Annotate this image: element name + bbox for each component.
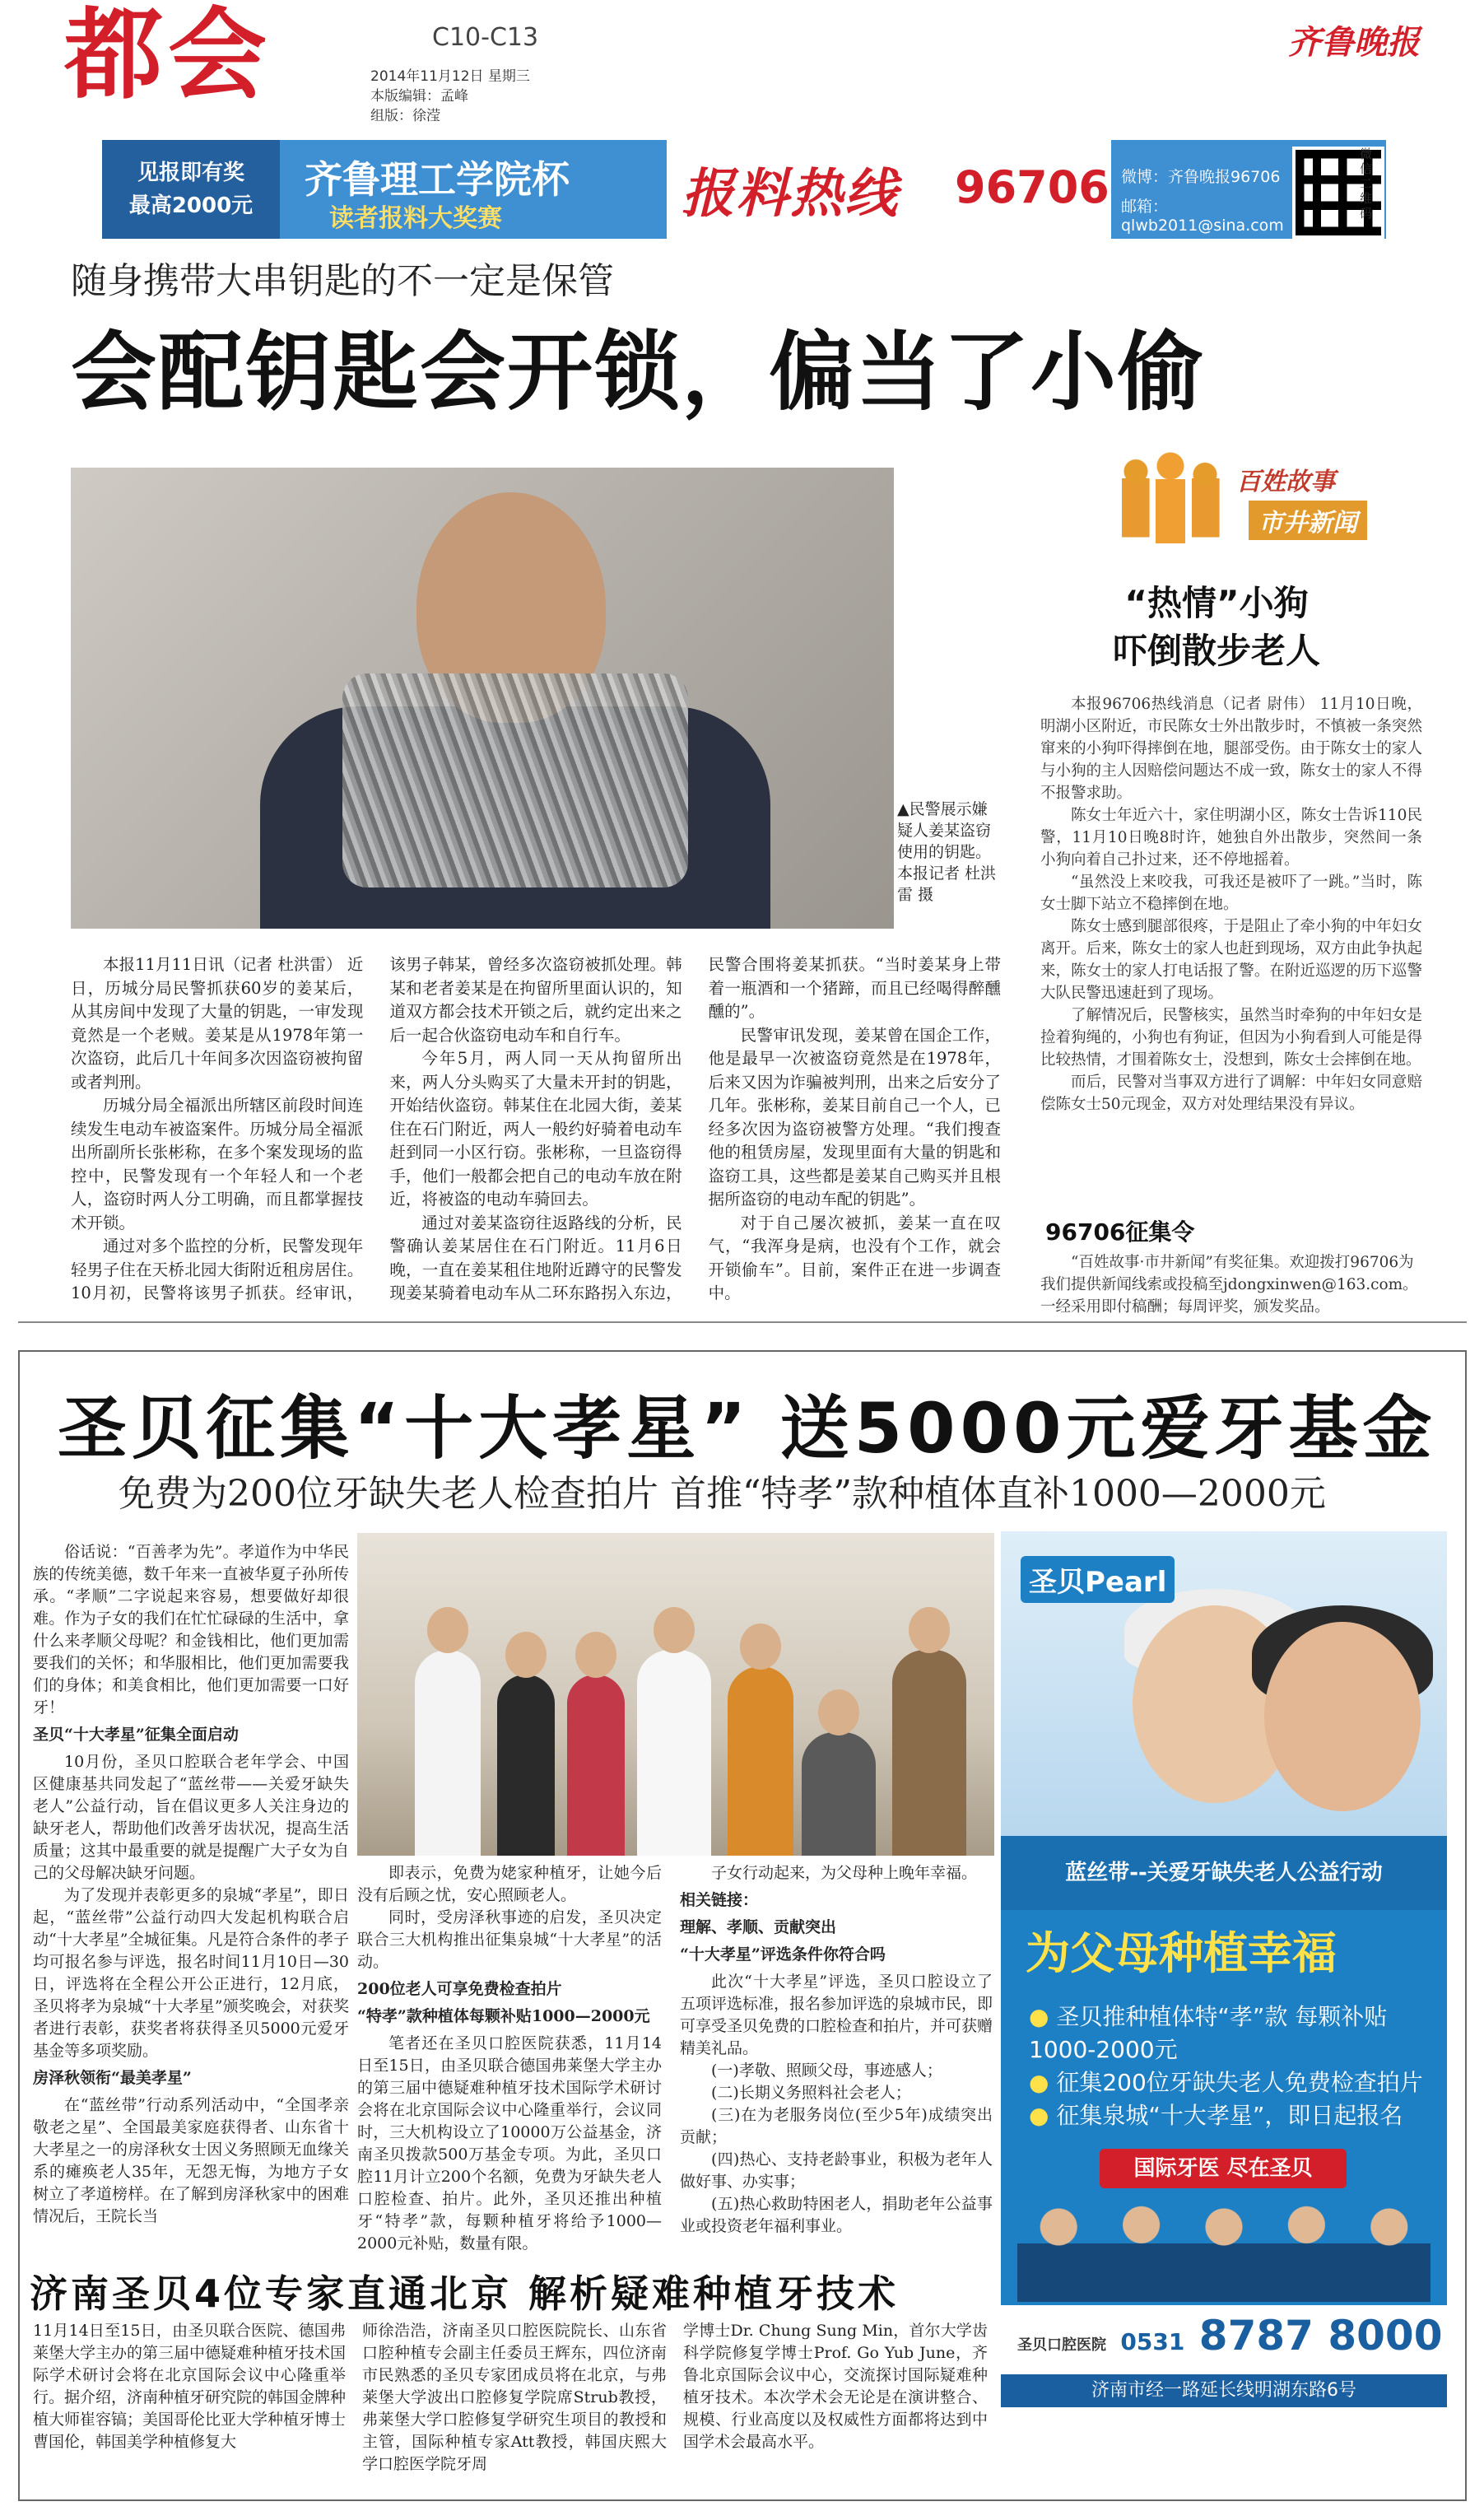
side-paragraph: 陈女士感到腿部很疼，于是阻止了牵小狗的中年妇女离开。后来，陈女士的家人也赶到现场，双方由此争执起来，陈女士的家人打电话报了警。在附近巡逻的历下巡警大队民警迅速赶到了现场。: [1040, 918, 1422, 1002]
poster-ribbon: 蓝丝带--关爱牙缺失老人公益行动: [1001, 1836, 1447, 1910]
ad-paragraph: 子女行动起来，为父母种上晚年幸福。: [711, 1864, 978, 1882]
editor-line: 本版编辑：孟峰: [370, 88, 468, 105]
poster-address: 济南市经一路延长线明湖东路6号: [1001, 2374, 1447, 2407]
side-title-line-1: “热情”小狗: [1124, 583, 1309, 623]
area-code: 0531: [1120, 2328, 1185, 2355]
side-title-line-2: 吓倒散步老人: [1112, 631, 1320, 671]
ad-bottom-column: 11月14日至15日，由圣贝联合医院、德国弗莱堡大学主办的第三届中德疑难种植牙技术国际学术研讨会将在北京国际会议中心隆重举行。据介绍，济南种植牙研究院的韩国金牌种植大师崔容镐；美国哥伦比亚大学种植牙博士曹国伦，韩国美学种植修复大: [33, 2322, 347, 2451]
ad-bottom-headline: 济南圣贝4位专家直通北京 解析疑难种植牙技术: [30, 2271, 900, 2316]
photo-person: [637, 1650, 711, 1856]
masthead: [0, 0, 1484, 136]
hotline-label: 报料热线: [682, 164, 899, 225]
photo-person: [567, 1675, 625, 1856]
group-photo: [357, 1533, 994, 1856]
ad-paragraph: (三)在为老服务岗位(至少5年)成绩突出贡献；: [680, 2106, 993, 2146]
article-headline: 会配钥匙会开锁，偏当了小偷: [71, 322, 1206, 422]
article-body: [71, 953, 1001, 1306]
layout-line: 组版：徐滢: [370, 108, 440, 124]
ad-subheading: “十大孝星”评选条件你符合吗: [680, 1945, 886, 1964]
ad-subheading: 200位老人可享免费检查拍片: [357, 1980, 562, 1998]
poster-slogan: 为父母种植幸福: [1026, 1927, 1337, 1979]
ad-paragraph: 在“蓝丝带”行动系列活动中，“全国孝亲敬老之星”、全国最美家庭获得者、山东省十大孝星之一的房泽秋女士因义务照顾无血缘关系的瘫痪老人35年，无怨无悔，为地方子女树立了孝道榜样。在了解到房泽秋家中的困难情况后，王院长当: [33, 2096, 349, 2225]
hospital-name: 圣贝口腔医院: [1017, 2336, 1106, 2354]
poster-list-item: ● 征集泉城“十大孝星”，即日起报名: [1029, 2099, 1424, 2132]
reward-box: [102, 140, 280, 239]
qr-label: 微信二维码: [1360, 147, 1373, 221]
article-paragraph: 对于自己屡次被抓，姜某一直在叹气，“我浑身是病，也没有个工作，就会开锁偷车”。目前，案件正在进一步调查中。: [708, 1213, 1001, 1302]
photo-person: [415, 1650, 481, 1856]
notice-title: 96706征集令: [1045, 1218, 1195, 1246]
ad-subheading: “特孝”款种植体每颗补贴1000—2000元: [357, 2007, 650, 2025]
paper-logo: 齐鲁晚报: [1288, 23, 1420, 62]
crowd-icon: [1113, 445, 1228, 552]
hotline-banner: [102, 140, 1386, 239]
side-body: [1040, 693, 1422, 1116]
article-paragraph: 历城分局全福派出所辖区前段时间连续发生电动车被盗案件。历城分局全福派出所副所长张彬称，在多个案发现场的监控中，民警发现有一个年轻人和一个老人，盗窃时两人分工明确，而且都掌握技术开锁。: [71, 1096, 364, 1232]
side-paragraph: 而后，民警对当事双方进行了调解：中年妇女同意赔偿陈女士50元现金，双方对处理结果没有异议。: [1040, 1074, 1422, 1113]
article-paragraph: 本报11月11日讯（记者 杜洪雷） 近日，历城分局民警抓获60岁的姜某后，从其房间中发现了大量的钥匙，一审发现竟然是一个老贼。姜某是从1978年第一次盗窃，此后几十年间多次因盗窃被拘留或者判刑。: [71, 955, 364, 1092]
poster-person: [1264, 1622, 1421, 1811]
ad-paragraph: 10月份，圣贝口腔联合老年学会、中国区健康基共同发起了“蓝丝带——关爱牙缺失老人”公益行动，旨在倡议更多人关注身边的缺牙老人，帮助他们改善牙齿状况，提高生活质量；这其中最重要的就是提醒广大子女为自己的父母解决缺牙问题。: [33, 1753, 349, 1882]
column-logo-line-1: 百姓故事: [1236, 468, 1335, 496]
email-line: 邮箱：qlwb2011@sina.com: [1121, 198, 1284, 235]
ad-bottom-column: 师徐浩浩，济南圣贝口腔医院院长、山东省口腔种植专会副主任委员王辉东，四位济南市民熟悉的圣贝专家团成员将在北京，与弗莱堡大学波出口腔修复学院席Strub教授，弗莱堡大学口腔修复学研究生项目的教授和主管，国际种植专家Att教授，韩国庆熙大学口腔医学院牙周: [362, 2322, 667, 2473]
photo-caption: ▲民警展示嫌疑人姜某盗窃使用的钥匙。 本报记者 杜洪雷 摄: [897, 800, 997, 904]
poster-phone-line: [1017, 2312, 1443, 2360]
contact-box: [1111, 140, 1292, 239]
poster-list: [1029, 2001, 1424, 2132]
section-title: 都会: [64, 0, 272, 113]
photo-person: [892, 1650, 966, 1856]
ad-paragraph: 此次“十大孝星”评选，圣贝口腔设立了五项评选标准，报名参加评选的泉城市民，即可享受圣贝免费的口腔检查和拍片，并可获赠精美礼品。: [680, 1973, 993, 2057]
ad-paragraph: (四)热心、支持老龄事业，积极为老年人做好事、办实事；: [680, 2150, 993, 2191]
poster-doctors: [1017, 2195, 1431, 2302]
column-logo: [1113, 445, 1376, 552]
hotline-number: 96706: [955, 161, 1110, 213]
ad-bottom-column: 学博士Dr. Chung Sung Min，首尔大学齿科学院修复学博士Prof. Go Yub June，齐鲁北京国际会议中心，交流探讨国际疑难种植牙技术。本次学术会无论是在演讲整合、规模、行业高度以及权威性方面都将达到中国学术会最高水平。: [683, 2322, 988, 2451]
photo-person: [802, 1732, 876, 1856]
article-paragraph: 通过对多个监控的分析，民警发现年轻男子住在天桥北园大街附近租房居住。10月初，民警将该男子抓获。经审讯，该男子韩某，曾经多次盗窃被抓处理。韩某和老者姜某是在拘留所里面认识的，知道双方都会技术开锁之后，就约定出来之后一起合伙盗窃电动车和自行车。: [71, 955, 682, 1302]
article-paragraph: 民警审讯发现，姜某曾在国企工作，他是最早一次被盗窃竟然是在1978年，后来又因为诈骗被判刑，出来之后安分了几年。张彬称，姜某目前自己一个人，已经多次因为盗窃被警方处理。“我们搜查他的租赁房屋，发现里面有大量的钥匙和盗窃工具，这些都是姜某自己购买并且根据所盗窃的电动车配的钥匙”。: [708, 1025, 1001, 1209]
school-name: 齐鲁理工学院杯: [305, 157, 570, 202]
poster-footer: [1001, 2305, 1447, 2371]
ad-paragraph: 为了发现并表彰更多的泉城“孝星”，即日起，“蓝丝带”公益行动四大发起机构联合启动“十大孝星”全城征集。凡是符合条件的孝子均可报名参与评选，报名时间11月10日—30日，评选将在全程公开公正进行，12月底，圣贝将孝为泉城“十大孝星”颁奖晚会，对获奖者进行表彰，获奖者将获得圣贝5000元爱牙基金等多项奖励。: [33, 1886, 349, 2060]
article-paragraph: 今年5月，两人同一天从拘留所出来，两人分头购买了大量未开封的钥匙，开始结伙盗窃。韩某住在北园大街，姜某住在石门附近，两人一般约好骑着电动车赶到同一小区行窃。张彬称，一旦盗窃得手，他们一般都会把自己的电动车放在附近，将被盗的电动车骑回去。: [389, 1049, 682, 1209]
photo-keys: [342, 673, 688, 887]
ad-column-1: [33, 1541, 349, 2228]
school-cup: [280, 140, 667, 239]
police-keys-photo: [71, 468, 894, 929]
ad-subheading: 圣贝“十大孝星”征集全面启动: [33, 1726, 239, 1744]
ad-paragraph: (五)热心救助特困老人，捐助老年公益事业或投资老年福利事业。: [680, 2195, 993, 2235]
ad-subheading: 理解、孝顺、贡献突出: [680, 1918, 837, 1936]
reward-line-1: 见报即有奖: [137, 161, 244, 185]
hotline-box: [667, 140, 1111, 239]
ad-column-3: [680, 1862, 993, 2238]
article-paragraph: 通过对姜某盗窃往返路线的分析，民警确认姜某居住在石门附近。11月6日晚，一直在姜某租住地附近蹲守的民警发现姜某骑着电动车从二环东路拐入东边，民警合围将姜某抓获。“当时姜某身上带着一瓶酒和一个猪蹄，而且已经喝得醉醺醺的”。: [389, 955, 1001, 1302]
ad-paragraph: 俗话说：“百善孝为先”。孝道作为中华民族的传统美德，数千年来一直被华夏子孙所传承。“孝顺”二字说起来容易，想要做好却很难。作为子女的我们在忙忙碌碌的生活中，拿什么来孝顺父母呢？和金钱相比，他们更加需要我们的关怀；和华服相比，他们更加需要我们的身体；和美食相比，他们更加需要一口好牙！: [33, 1543, 349, 1717]
poster-list-item: ● 圣贝推种植体特“孝”款 每颗补贴1000-2000元: [1029, 2001, 1424, 2066]
poster-list-item: ● 征集200位牙缺失老人免费检查拍片: [1029, 2066, 1424, 2099]
ad-subheading: 房泽秋领衔“最美孝星”: [33, 2069, 192, 2087]
dental-poster: [1001, 1531, 1447, 2371]
ad-subheadline: 免费为200位牙缺失老人检查拍片 首推“特孝”款种植体直补1000—2000元: [119, 1473, 1326, 1515]
poster-brand: 圣贝Pearl: [1021, 1556, 1175, 1603]
school-sub: 读者报料大奖赛: [329, 204, 502, 233]
ad-paragraph: 笔者还在圣贝口腔医院获悉，11月14日至15日，由圣贝联合德国弗莱堡大学主办的第三届中德疑难种植牙技术国际学术研讨会将在北京国际会议中心隆重举行，会议同时，三大机构设立了10000万公益基金，济南圣贝拨款500万基金专项。为此，圣贝口腔11月计立200个名额，免费为牙缺失老人口腔检查、拍片。此外，圣贝还推出种植牙“特孝”款，每颗种植牙将给予1000—2000元补贴，数量有限。: [357, 2034, 662, 2252]
side-paragraph: 陈女士年近六十，家住明湖小区，陈女士告诉110民警，11月10日晚8时许，她独自外出散步，突然间一条小狗向着自己扑过来，还不停地摇着。: [1040, 807, 1422, 869]
photo-person: [497, 1675, 555, 1856]
section-divider: [18, 1321, 1467, 1323]
ad-paragraph: 即表示，免费为姥家种植牙，让她今后没有后顾之忧，安心照顾老人。: [357, 1864, 662, 1904]
side-paragraph: 本报96706热线消息（记者 尉伟） 11月10日晚，明湖小区附近，市民陈女士外出散步时，不慎被一条突然窜来的小狗吓得摔倒在地，腿部受伤。由于陈女士的家人与小狗的主人因赔偿问题达不成一致，陈女士的家人不得不报警求助。: [1040, 696, 1422, 802]
ad-paragraph: (一)孝敬、照顾父母，事迹感人；: [711, 2061, 942, 2080]
photo-person: [728, 1666, 793, 1856]
article-kicker: 随身携带大串钥匙的不一定是保管: [71, 260, 614, 302]
column-logo-line-2: 市井新闻: [1249, 501, 1367, 540]
ad-column-2: [357, 1862, 662, 2255]
ad-headline: 圣贝征集“十大孝星” 送5000元爱牙基金: [58, 1388, 1437, 1469]
side-paragraph: “虽然没上来咬我，可我还是被吓了一跳。”当时，陈女士脚下站立不稳摔倒在地。: [1040, 873, 1422, 913]
phone-number: 8787 8000: [1198, 2312, 1443, 2360]
ad-paragraph: (二)长期义务照料社会老人；: [711, 2084, 911, 2102]
date-line: 2014年11月12日 星期三: [370, 68, 530, 85]
poster-tag: 国际牙医 尽在圣贝: [1100, 2149, 1347, 2188]
notice-body: “百姓故事·市井新闻”有奖征集。欢迎拨打96706为我们提供新闻线索或投稿至jdongxinwen@163.com。一经采用即付稿酬；每周评奖，颁发奖品。: [1040, 1254, 1418, 1316]
reward-line-2: 最高2000元: [128, 193, 254, 218]
ad-paragraph: 同时，受房泽秋事迹的启发，圣贝决定联合三大机构推出征集泉城“十大孝星”的活动。: [357, 1908, 662, 1971]
poster-photo: [1001, 1531, 1447, 1836]
weibo-line: 微博：齐鲁晚报96706: [1121, 168, 1281, 186]
ad-subheading: 相关链接：: [680, 1891, 759, 1909]
side-paragraph: 了解情况后，民警核实，虽然当时牵狗的中年妇女是捡着狗绳的，小狗也有狗证，但因为小狗看到人可能是得比较热情，才围着陈女士，没想到，陈女士会摔倒在地。: [1040, 1007, 1422, 1069]
page-range: C10-C13: [432, 23, 539, 52]
